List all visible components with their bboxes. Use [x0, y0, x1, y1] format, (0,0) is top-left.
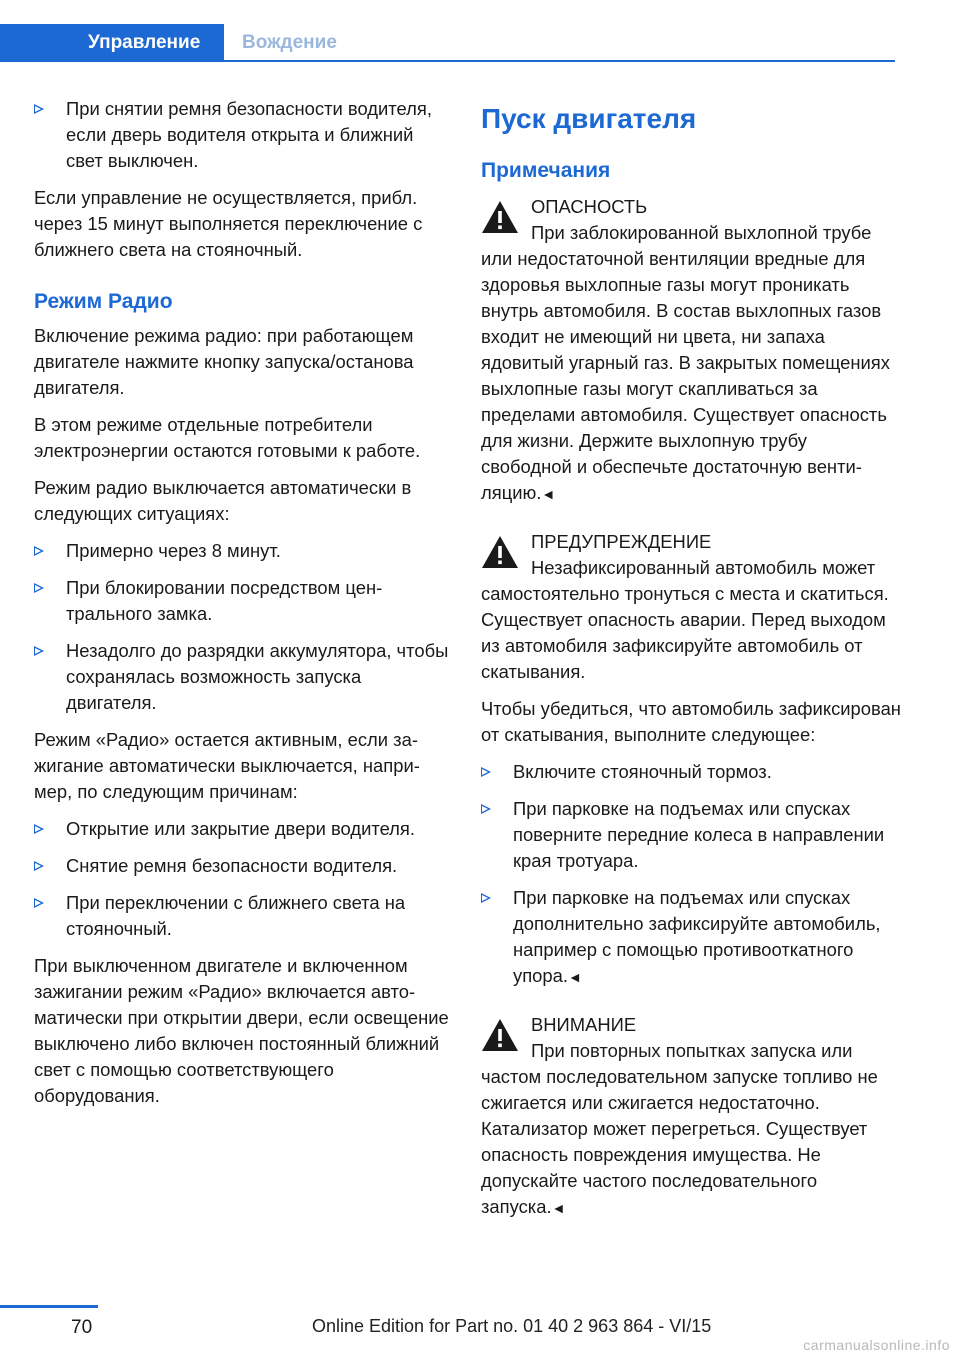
left-column	[34, 96, 450, 1120]
list-item: Снятие ремня безопасности водителя.	[34, 853, 450, 879]
triangle-bullet-icon	[34, 861, 44, 871]
heading-engine-start: Пуск двигателя	[481, 103, 697, 134]
warning-title: ПРЕДУПРЕЖДЕНИЕ	[531, 531, 712, 552]
end-mark: ◄	[541, 486, 556, 502]
paragraph: Чтобы убедиться, что автомобиль зафиксирован от скатывания, выполните следующее:	[481, 698, 901, 745]
triangle-bullet-icon	[34, 646, 44, 656]
warning-attention	[481, 1012, 901, 1221]
end-mark: ◄	[567, 969, 582, 985]
paragraph: Включение режима радио: при работающем двигателе нажмите кнопку запуска/останова двигателя.	[34, 325, 414, 398]
page-number: 70	[71, 1317, 93, 1338]
triangle-bullet-icon	[34, 104, 44, 114]
list-item: При переключении с ближнего света на стояночный.	[34, 890, 450, 942]
warning-danger	[481, 194, 901, 507]
paragraph: В этом режиме отдельные потребители электроэнергии остаются готовыми к работе.	[34, 414, 421, 461]
tab-upravlenie[interactable]: Управление	[0, 24, 224, 62]
warning-text: При заблокированной выхлопной трубе или недостаточной вентиляции вредные для здоровья выхлопные газы могут проникать внутрь автомобиля. В состав выхлопных газов входит не имеющий ни цвета, ни запаха ядовитый угарный газ. В закрытых помещениях выхлопные газы могут скапливаться за пределами автомобиля. Существует опасность для жизни. Держите выхлопную трубу свободной и обеспечьте достаточную вентиляцию.	[481, 222, 890, 503]
header-divider	[0, 60, 895, 62]
list-item: Открытие или закрытие двери водителя.	[34, 816, 450, 842]
warning-text: При повторных попытках запуска или частом последовательном запуске топливо не сжигается или сжигается недостаточно. Катализатор может перегреться. Существует опасность повреждения имущества. Не допускайте частого последовательного запуска.	[481, 1040, 878, 1217]
triangle-bullet-icon	[34, 824, 44, 834]
edition-text: Online Edition for Part no. 01 40 2 963 864 - VI/15	[312, 1316, 712, 1336]
paragraph: Если управление не осуществляется, прибл. через 15 минут выполняется переключение с ближнего света на стояночный.	[34, 187, 423, 260]
list-item: При парковке на подъемах или спусках поверните передние колеса в направлении края тротуара.	[481, 796, 901, 874]
tab-vozhdenie[interactable]: Вождение	[242, 32, 337, 53]
warning-title: ВНИМАНИЕ	[531, 1014, 637, 1035]
paragraph: Режим «Радио» остается активным, если зажигание автоматически выключается, например, по следующим причинам:	[34, 729, 420, 802]
list-item: Незадолго до разрядки аккумулятора, чтобы сохранялась возможность запуска двигателя.	[34, 638, 450, 716]
warning-caution	[481, 529, 901, 685]
triangle-bullet-icon	[34, 546, 44, 556]
list-item: При блокировании посредством центрального замка.	[34, 575, 450, 627]
right-column	[481, 96, 901, 1243]
list-item: Примерно через 8 минут.	[34, 538, 450, 564]
triangle-bullet-icon	[34, 898, 44, 908]
warning-text: Незафиксированный автомобиль может самостоятельно тронуться с места и скатиться. Существует опасность аварии. Перед выходом из автомобиля зафиксируйте автомобиль от скатывания.	[481, 557, 889, 682]
triangle-bullet-icon	[481, 893, 491, 903]
list-item: При снятии ремня безопасности водителя, если дверь водителя открыта и ближний свет выключен.	[34, 96, 450, 174]
heading-notes: Примечания	[481, 159, 611, 182]
warning-triangle-icon	[481, 200, 519, 234]
triangle-bullet-icon	[34, 583, 44, 593]
list-item: При парковке на подъемах или спусках дополнительно зафиксируйте автомобиль, например с помощью противооткатного упора.◄	[481, 885, 901, 990]
end-mark: ◄	[551, 1200, 566, 1216]
list-item: Включите стояночный тормоз.	[481, 759, 901, 785]
warning-title: ОПАСНОСТЬ	[531, 196, 648, 217]
footer-divider	[0, 1305, 98, 1308]
warning-triangle-icon	[481, 535, 519, 569]
warning-triangle-icon	[481, 1018, 519, 1052]
triangle-bullet-icon	[481, 767, 491, 777]
triangle-bullet-icon	[481, 804, 491, 814]
paragraph: При выключенном двигателе и включенном зажигании режим «Радио» включается автоматически при открытии двери, если освещение выключено либо включен постоянный ближний свет с помощью соответствующего оборудования.	[34, 955, 449, 1106]
watermark: carmanualsonline.info	[803, 1337, 950, 1353]
paragraph: Режим радио выключается автоматически в следующих ситуациях:	[34, 477, 412, 524]
page-header	[0, 24, 895, 62]
heading-radio-mode: Режим Радио	[34, 290, 173, 313]
